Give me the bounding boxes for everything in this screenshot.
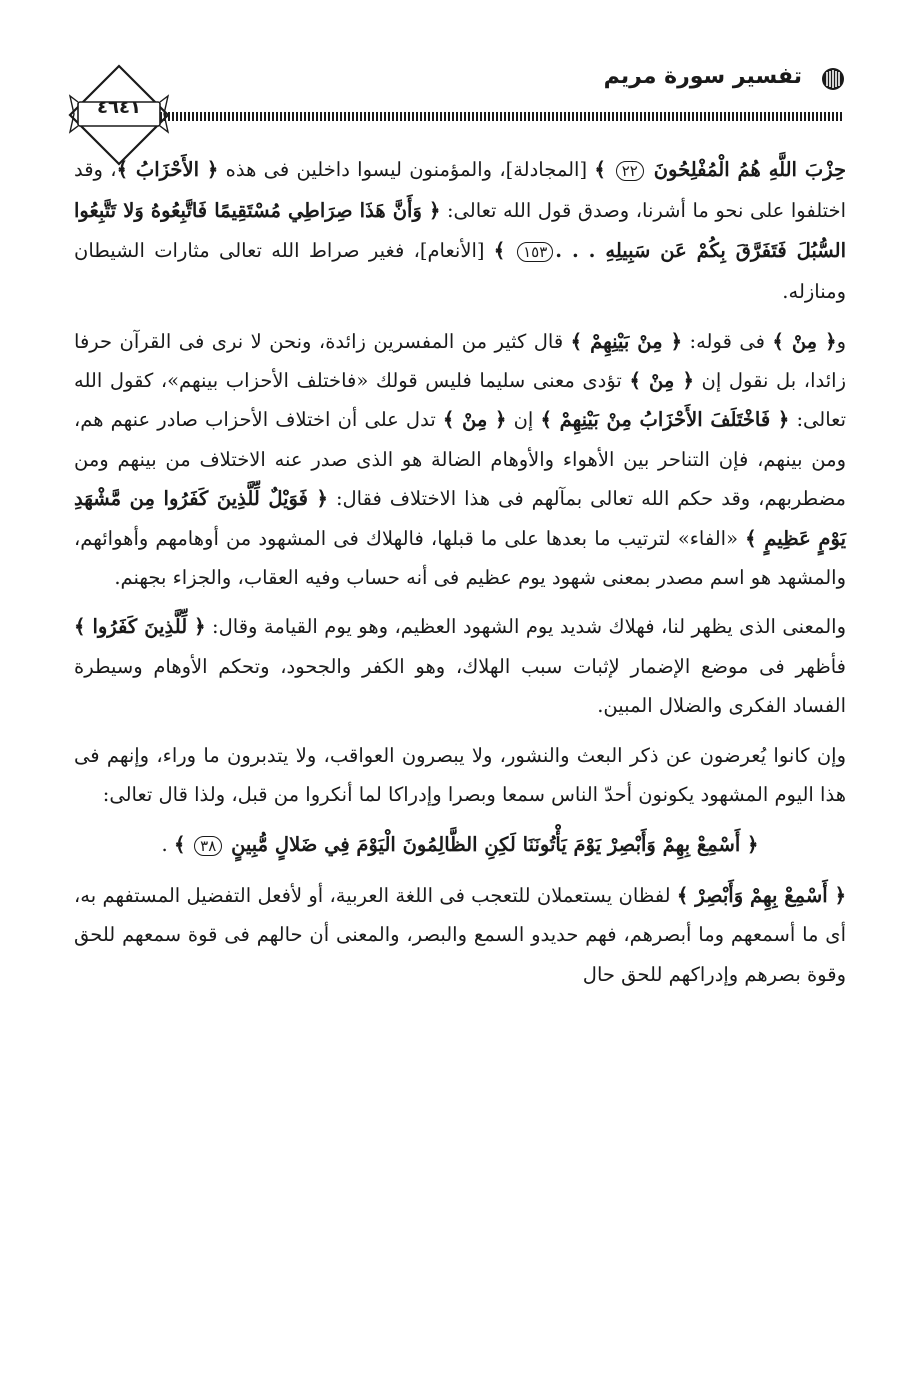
ornamental-bullet-icon (820, 66, 846, 92)
commentary-text: «الفاء» لترتيب ما بعدها على ما قبلها، فالهلاك فى المشهود من أوهامهم وأهوائهم، والمشهد هو اسم مصدر بمعنى شهود يوم عظيم فى أنه حساب وفيه العقاب، والجزاء بجهنم. (74, 526, 846, 590)
quran-quote: ﴿ مِنْ ﴾ (772, 329, 837, 353)
quran-quote: ﴾ (173, 832, 193, 856)
quran-quote: ﴿ مِنْ ﴾ (629, 369, 694, 393)
paragraph (74, 736, 846, 815)
quran-quote: ﴿ الأَحْزَابُ ﴾ (116, 158, 219, 181)
commentary-text: تؤدى معنى سليما فليس قولك «فاختلف الأحزاب بينهم»، كقول الله تعالى: (74, 369, 846, 432)
commentary-text: و (836, 329, 847, 353)
running-header-title: تفسير سورة مريم (603, 64, 802, 89)
commentary-text: . (161, 832, 174, 856)
quran-quote: ﴿ فَوَيْلٌ لِّلَّذِينَ كَفَرُوا مِن مَّشْهَدِ يَوْمٍ عَظِيمٍ ﴾ (74, 487, 846, 550)
commentary-text: تدل على أن اختلاف الأحزاب صادر عنهم هم، ومن بينهم، فإن التناحر بين الأهواء والأوهام الضالة هو الذى صدر عنه الاختلاف من بينهم ومن مضطربهم، وقد حكم الله تعالى بمآلهم فى هذا الاختلاف فقال: (74, 408, 846, 511)
quran-quote: ﴿ أَسْمِعْ بِهِمْ وَأَبْصِرْ ﴾ (676, 883, 846, 907)
verse-number: ٣٨ (194, 836, 222, 856)
commentary-text: فأظهر فى موضع الإضمار لإثبات سبب الهلاك، وهو الكفر والجحود، وتحكم الأوهام وسيطرة الفساد الفكرى والضلال المبين. (74, 654, 846, 718)
commentary-text: لفظان يستعملان للتعجب فى اللغة العربية، أو لأفعل التفضيل المستفهم به، أى ما أسمعهم وما أبصرهم، فهم حديدو السمع والبصر، والمعنى أن حالهم فى قوة سمعهم للحق وقوة بصرهم وإدراكهم للحق حال (74, 883, 846, 986)
verse-number: ٢٢ (616, 161, 644, 181)
quran-quote: ﴿ فَاخْتَلَفَ الأَحْزَابُ مِنْ بَيْنِهِمْ ﴾ (540, 408, 790, 432)
paragraph (74, 322, 846, 598)
commentary-text: وإن كانوا يُعرضون عن ذكر البعث والنشور، ولا يبصرون العواقب، ولا يتدبرون ما وراء، وإنهم فى هذا اليوم المشهود يكونون أحدّ الناس سمعا وبصرا وإدراكا لما أنكروا من قبل، ولذا قال تعالى: (74, 743, 846, 807)
paragraph (74, 825, 846, 866)
paragraph (74, 876, 846, 994)
header-rule (152, 112, 844, 121)
paragraph (74, 607, 846, 725)
body-text (74, 150, 846, 1004)
quran-quote: ﴿ مِنْ بَيْنِهِمْ ﴾ (570, 329, 683, 353)
quran-quote: ﴿ وَأَنَّ هَذَا صِرَاطِي مُسْتَقِيمًا فَاتَّبِعُوهُ وَلا تَتَّبِعُوا السُّبُلَ فَتَفَرَّقَ بِكُمْ عَن سَبِيلِهِ . . . (74, 199, 846, 262)
page-number: ٤٦٤١ (97, 97, 141, 118)
verse-number: ١٥٣ (517, 242, 553, 262)
quran-quote: ﴿ أَسْمِعْ بِهِمْ وَأَبْصِرْ يَوْمَ يَأْتُونَنَا لَكِنِ الظَّالِمُونَ الْيَوْمَ فِي ضَلالٍ مُّبِينٍ (224, 832, 759, 856)
quran-quote: ﴾ (493, 238, 516, 262)
paragraph (74, 150, 846, 312)
quran-quote: ﴿ لِّلَّذِينَ كَفَرُوا ﴾ (74, 615, 206, 639)
commentary-text: [المجادلة]، والمؤمنون ليسوا داخلين فى هذه (218, 158, 595, 181)
quran-quote: ﴿ مِنْ ﴾ (442, 408, 507, 432)
commentary-text: قال كثير من المفسرين زائدة، ونحن لا نرى فى القرآن حرفا زائدا، بل نقول إن (74, 329, 846, 393)
commentary-text: [الأنعام]، فغير صراط الله تعالى مثارات الشيطان ومنازله. (74, 238, 846, 304)
commentary-text: والمعنى الذى يظهر لنا، فهلاك شديد يوم الشهود العظيم، وهو يوم القيامة وقال: (205, 615, 846, 639)
quran-quote: حِزْبَ اللَّهِ هُمُ الْمُفْلِحُونَ (645, 158, 847, 181)
commentary-text: ، وقد اختلفوا على نحو ما أشرنا، وصدق قول الله تعالى: (74, 158, 847, 223)
commentary-text: إن (506, 408, 541, 432)
quran-quote: ﴾ (594, 158, 614, 181)
commentary-text: فى قوله: (682, 329, 773, 353)
